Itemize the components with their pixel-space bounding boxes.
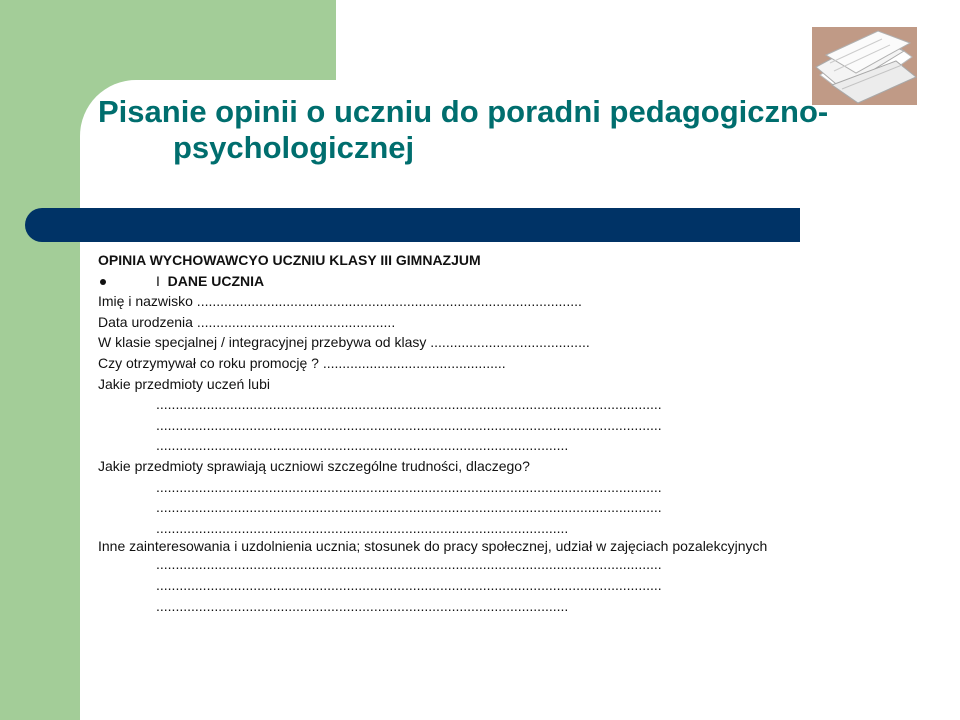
title-divider: [25, 208, 800, 242]
form-header: OPINIA WYCHOWAWCYO UCZNIU KLASY III GIMNAZJUM: [98, 252, 481, 268]
bullet-icon: [100, 279, 106, 285]
page-title: Pisanie opinii o uczniu do poradni pedagogiczno-psychologicznej: [98, 94, 829, 165]
special-class-line: W klasie specjalnej / integracyjnej przebywa od klasy .........................................: [98, 334, 590, 351]
promotion-line: Czy otrzymywał co roku promocję ? ...............................................: [98, 354, 506, 371]
section-heading: [98, 271, 888, 292]
dotted-fill-line: ..................................................................................................................................: [156, 396, 662, 413]
dotted-fill-line: ..................................................................................................................................: [156, 478, 662, 495]
dotted-fill-line: ..................................................................................................................................: [156, 576, 662, 593]
form-body: [98, 250, 888, 616]
dotted-fill-line: ..........................................................................................................: [156, 519, 569, 536]
name-line: Imię i nazwisko ...................................................................................................: [98, 293, 582, 310]
section-title: DANE UCZNIA: [167, 272, 265, 289]
dotted-fill-line: ..........................................................................................................: [156, 597, 569, 614]
dotted-fill-line: ..................................................................................................................................: [156, 556, 662, 573]
dotted-fill-line: ..................................................................................................................................: [156, 499, 662, 516]
dotted-fill-line: ..........................................................................................................: [156, 437, 569, 454]
section-number: I: [156, 272, 160, 289]
dotted-fill-line: ..................................................................................................................................: [156, 416, 662, 433]
birth-date-line: Data urodzenia ...................................................: [98, 313, 396, 330]
difficult-subjects-label: Jakie przedmioty sprawiają uczniowi szczególne trudności, dlaczego?: [98, 457, 530, 474]
divider-line: [42, 208, 800, 242]
liked-subjects-label: Jakie przedmioty uczeń lubi: [98, 375, 270, 392]
interests-label: Inne zainteresowania i uzdolnienia ucznia; stosunek do pracy społecznej, udział w zajęciach pozalekcyjnych: [98, 538, 768, 555]
